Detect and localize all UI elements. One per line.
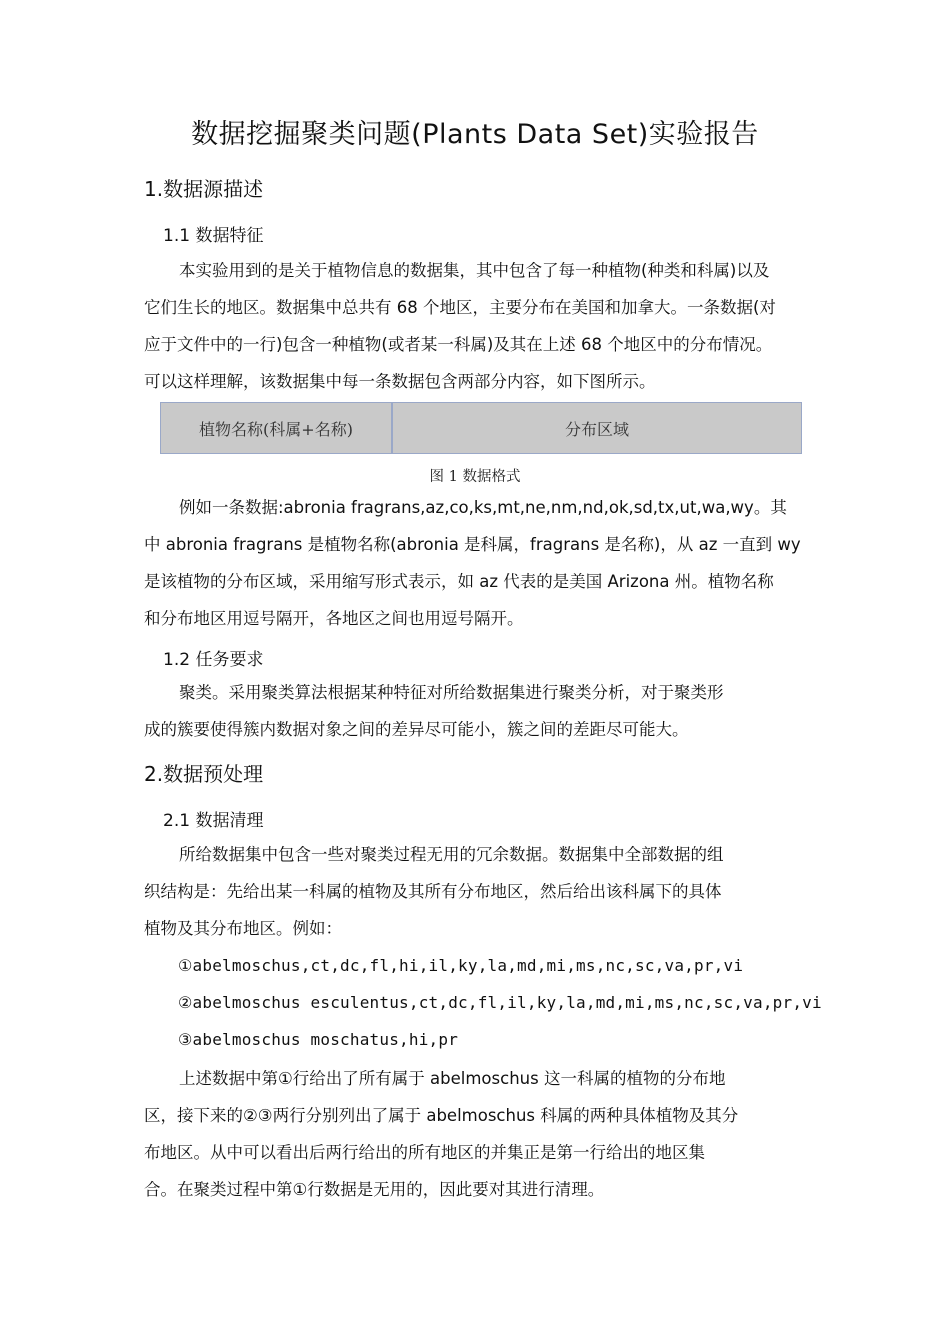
paragraph-line: 可以这样理解，该数据集中每一条数据包含两部分内容，如下图所示。: [144, 372, 656, 391]
paragraph-task: [144, 674, 806, 748]
table-cell-plant-name: 植物名称(科属+名称): [161, 403, 393, 453]
subsection-heading-1-1: 1.1 数据特征: [163, 226, 264, 246]
paragraph-line: 聚类。采用聚类算法根据某种特征对所给数据集进行聚类分析，对于聚类形: [179, 683, 724, 702]
subsection-heading-2-1: 2.1 数据清理: [163, 811, 264, 831]
paragraph-line: 布地区。从中可以看出后两行给出的所有地区的并集正是第一行给出的地区集: [144, 1143, 705, 1162]
subsection-heading-1-2: 1.2 任务要求: [163, 650, 264, 670]
paragraph-line: 中 abronia fragrans 是植物名称(abronia 是科属，fragrans 是名称)，从 az 一直到 wy: [144, 535, 801, 554]
paragraph-example: [144, 489, 806, 637]
paragraph-line: 例如一条数据:abronia fragrans,az,co,ks,mt,ne,nm,nd,ok,sd,tx,ut,wa,wy。其: [179, 498, 787, 517]
paragraph-line: 是该植物的分布区域，采用缩写形式表示，如 az 代表的是美国 Arizona 州。植物名称: [144, 572, 774, 591]
paragraph-line: 合。在聚类过程中第①行数据是无用的，因此要对其进行清理。: [144, 1180, 605, 1199]
paragraph-line: 应于文件中的一行)包含一种植物(或者某一科属)及其在上述 68 个地区中的分布情况。: [144, 335, 773, 354]
figure-caption: 图 1 数据格式: [429, 469, 521, 485]
example-line-1: ①abelmoschus,ct,dc,fl,hi,il,ky,la,md,mi,ms,nc,sc,va,pr,vi: [178, 956, 744, 975]
paragraph-line: 成的簇要使得簇内数据对象之间的差异尽可能小，簇之间的差距尽可能大。: [144, 720, 689, 739]
paragraph-line: 本实验用到的是关于植物信息的数据集，其中包含了每一种植物(种类和科属)以及: [179, 261, 770, 280]
data-format-table: [160, 402, 802, 454]
example-line-2: ②abelmoschus esculentus,ct,dc,fl,il,ky,la,md,mi,ms,nc,sc,va,pr,vi: [178, 993, 822, 1012]
paragraph-line: 植物及其分布地区。例如：: [144, 919, 342, 938]
paragraph-line: 和分布地区用逗号隔开，各地区之间也用逗号隔开。: [144, 609, 524, 628]
section-heading-2: 2.数据预处理: [144, 762, 264, 786]
paragraph-line: 织结构是：先给出某一科属的植物及其所有分布地区，然后给出该科属下的具体: [144, 882, 722, 901]
section-heading-1: 1.数据源描述: [144, 177, 264, 201]
paragraph-line: 区，接下来的②③两行分别列出了属于 abelmoschus 科属的两种具体植物及其分: [144, 1106, 739, 1125]
paragraph-line: 所给数据集中包含一些对聚类过程无用的冗余数据。数据集中全部数据的组: [179, 845, 724, 864]
paragraph-data-features: [144, 252, 806, 400]
paragraph-line: 上述数据中第①行给出了所有属于 abelmoschus 这一科属的植物的分布地: [179, 1069, 726, 1088]
paragraph-line: 它们生长的地区。数据集中总共有 68 个地区，主要分布在美国和加拿大。一条数据(对: [144, 298, 776, 317]
example-line-3: ③abelmoschus moschatus,hi,pr: [178, 1030, 459, 1049]
paragraph-explanation: [144, 1060, 806, 1208]
paragraph-cleaning: [144, 836, 806, 947]
document-title: 数据挖掘聚类问题(Plants Data Set)实验报告: [191, 119, 759, 150]
table-cell-distribution: 分布区域: [564, 419, 629, 439]
